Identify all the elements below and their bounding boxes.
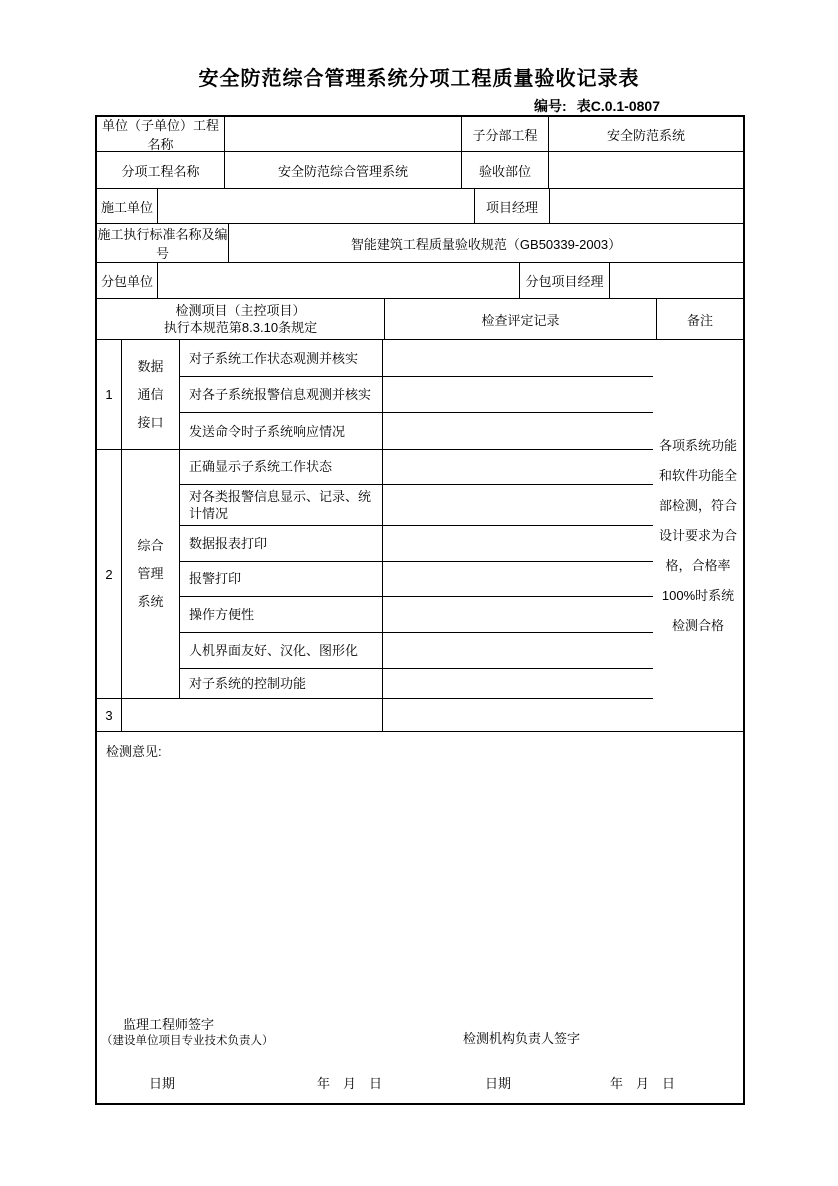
subcontractor-value [158, 263, 520, 298]
group-1-category-line3: 接口 [137, 414, 164, 430]
check-row [180, 450, 653, 485]
check-group-1 [97, 340, 653, 450]
group-1-category [122, 340, 180, 449]
check-items-main [97, 340, 653, 731]
check-record-cell [383, 699, 653, 731]
check-record-cell [383, 669, 653, 698]
check-row [180, 413, 653, 449]
supervisor-signature-label: 监理工程师签字 [123, 1017, 215, 1032]
group-2-category-line2: 管理 [137, 566, 164, 581]
row-subcontractor [97, 263, 743, 299]
project-manager-value [550, 189, 743, 223]
check-item-header-line1: 检测项目（主控项目） [175, 303, 306, 318]
inspector-signature-label: 检测机构负责人签字 [463, 1031, 581, 1046]
date-ymd-left: 年 月 日 [317, 1076, 383, 1091]
unit-name-label: 单位（子单位）工程名称 [97, 117, 225, 151]
group-3-number: 3 [97, 699, 122, 731]
sub-item-name-label: 分项工程名称 [97, 152, 225, 188]
check-item-text: 对子系统的控制功能 [180, 669, 383, 698]
sub-item-name-value: 安全防范综合管理系统 [225, 152, 462, 188]
supervisor-signature-sublabel: （建设单位项目专业技术负责人） [101, 1035, 274, 1047]
construction-unit-label: 施工单位 [97, 189, 158, 223]
check-record-cell [383, 562, 653, 597]
group-2-category-line1: 综合 [137, 538, 164, 553]
check-table-header [97, 299, 743, 340]
group-1-number: 1 [97, 340, 122, 449]
record-column-header: 检查评定记录 [385, 299, 657, 339]
construction-unit-value [158, 189, 475, 223]
group-2-category [122, 450, 180, 698]
check-record-cell [383, 526, 653, 561]
inspection-opinion-section [97, 732, 743, 1103]
group-1-category-line1: 数据 [137, 358, 164, 374]
check-item-text: 对各子系统报警信息观测并核实 [180, 377, 383, 412]
standard-name-value: 智能建筑工程质量验收规范（GB50339-2003） [350, 236, 622, 252]
date-label-left: 日期 [149, 1076, 176, 1091]
check-row [180, 340, 653, 377]
check-record-cell [383, 597, 653, 632]
acceptance-part-label: 验收部位 [462, 152, 549, 188]
check-record-cell [383, 377, 653, 412]
sub-project-manager-value [610, 263, 743, 298]
project-manager-label: 项目经理 [475, 189, 550, 223]
check-row [180, 377, 653, 413]
date-label-right: 日期 [485, 1076, 512, 1091]
sub-project-manager-label: 分包项目经理 [520, 263, 610, 298]
form-code-label: 编号: [534, 98, 567, 114]
check-item-text: 报警打印 [180, 562, 383, 597]
subcontractor-label: 分包单位 [97, 263, 158, 298]
row-standard [97, 224, 743, 263]
standard-name-label: 施工执行标准名称及编号 [97, 224, 229, 262]
date-ymd-right: 年 月 日 [610, 1076, 676, 1091]
row-unit [97, 117, 743, 152]
inspection-opinion-label: 检测意见: [106, 744, 162, 759]
group-1-category-line2: 通信 [137, 386, 164, 402]
row-sub-item [97, 152, 743, 189]
check-item-text: 对子系统工作状态观测并核实 [180, 340, 383, 376]
check-row [180, 633, 653, 669]
check-row [180, 485, 653, 526]
remark-merged-cell [653, 340, 743, 731]
remark-column-header: 备注 [686, 312, 713, 328]
row-construction-unit [97, 189, 743, 224]
check-record-cell [383, 485, 653, 525]
check-record-cell [383, 413, 653, 449]
check-row [180, 597, 653, 633]
check-item-header-line2: 执行本规范第8.3.10条规定 [163, 320, 318, 335]
check-item-text: 正确显示子系统工作状态 [180, 450, 383, 484]
check-item-text: 发送命令时子系统响应情况 [180, 413, 383, 449]
check-row [180, 669, 653, 698]
sub-division-value: 安全防范系统 [606, 127, 685, 143]
check-row [180, 562, 653, 598]
check-record-cell [383, 340, 653, 376]
check-item-column-header [97, 299, 385, 339]
document-title: 安全防范综合管理系统分项工程质量验收记录表 [198, 68, 640, 90]
form-code-value: 表C.0.1-0807 [576, 98, 660, 114]
sub-division-label: 子分部工程 [462, 117, 549, 151]
check-record-cell [383, 633, 653, 668]
acceptance-form-table [95, 115, 745, 1105]
group-2-category-line3: 系统 [137, 594, 164, 609]
remark-text: 各项系统功能和软件功能全部检测，符合设计要求为合格，合格率100%时系统检测合格 [658, 437, 737, 633]
check-group-2 [97, 450, 653, 699]
check-item-text: 对各类报警信息显示、记录、统计情况 [180, 485, 383, 525]
check-items-section [97, 340, 743, 732]
check-row [180, 526, 653, 562]
check-group-3 [97, 699, 653, 731]
acceptance-part-value [549, 152, 743, 188]
check-record-cell [383, 450, 653, 484]
check-item-text: 操作方便性 [180, 597, 383, 632]
check-item-text: 数据报表打印 [180, 526, 383, 561]
check-item-text: 人机界面友好、汉化、图形化 [180, 633, 383, 668]
unit-name-value [225, 117, 462, 151]
form-code [534, 96, 660, 116]
group-2-number: 2 [97, 450, 122, 698]
group-3-item-cell [122, 699, 383, 731]
